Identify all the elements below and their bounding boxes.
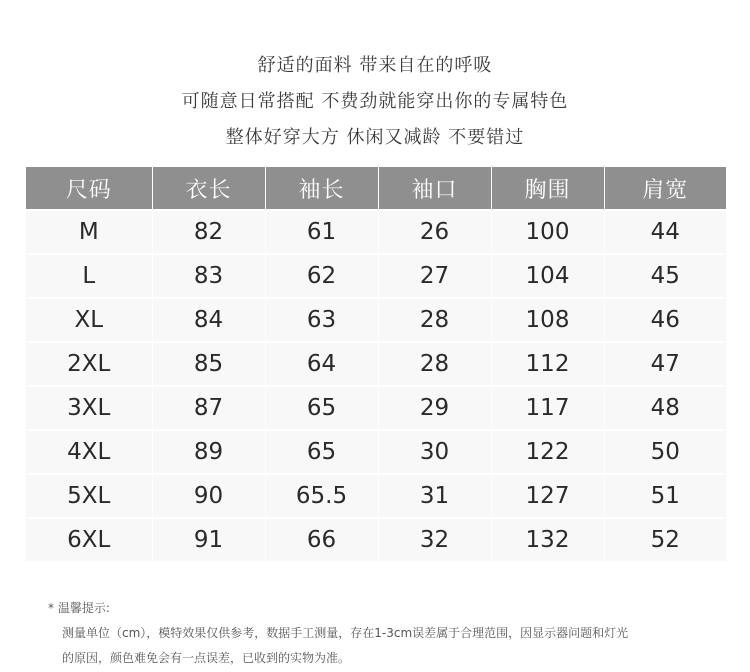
- table-cell: 65.5: [265, 474, 378, 518]
- table-cell: 104: [491, 254, 604, 298]
- table-row: [26, 254, 726, 298]
- table-row: [26, 430, 726, 474]
- table-cell: 64: [265, 342, 378, 386]
- table-cell: 112: [491, 342, 604, 386]
- table-cell: 85: [152, 342, 265, 386]
- table-cell: 83: [152, 254, 265, 298]
- table-cell: 91: [152, 518, 265, 561]
- intro-line-3: 整体好穿大方 休闲又减龄 不要错过: [225, 127, 525, 148]
- table-cell: 84: [152, 298, 265, 342]
- table-cell: 117: [491, 386, 604, 430]
- notes-line-1: 测量单位（cm），模特效果仅供参考，数据手工测量，存在1-3cm误差属于合理范围，因显示器问题和灯光: [62, 626, 629, 640]
- table-cell: 30: [378, 430, 491, 474]
- table-cell: 32: [378, 518, 491, 561]
- table-cell: 65: [265, 386, 378, 430]
- size-notes: [48, 596, 728, 671]
- table-cell: 51: [604, 474, 726, 518]
- table-cell: 90: [152, 474, 265, 518]
- table-cell: 47: [604, 342, 726, 386]
- header-sleeve-length: 袖长: [265, 167, 378, 210]
- table-cell: 62: [265, 254, 378, 298]
- table-cell: 2XL: [26, 342, 152, 386]
- table-cell: L: [26, 254, 152, 298]
- intro-line-2: 可随意日常搭配 不费劲就能穿出你的专属特色: [181, 91, 569, 112]
- table-cell: 45: [604, 254, 726, 298]
- table-cell: 50: [604, 430, 726, 474]
- table-cell: M: [26, 210, 152, 254]
- table-cell: 63: [265, 298, 378, 342]
- header-shoulder: 肩宽: [604, 167, 726, 210]
- table-cell: 26: [378, 210, 491, 254]
- notes-title: * 温馨提示:: [48, 601, 110, 615]
- table-cell: 44: [604, 210, 726, 254]
- table-header-row: [26, 167, 726, 210]
- table-cell: 100: [491, 210, 604, 254]
- table-cell: 6XL: [26, 518, 152, 561]
- header-chest: 胸围: [491, 167, 604, 210]
- table-row: [26, 210, 726, 254]
- table-body: [26, 210, 726, 561]
- table-row: [26, 298, 726, 342]
- table-cell: 3XL: [26, 386, 152, 430]
- table-cell: 28: [378, 342, 491, 386]
- table-cell: XL: [26, 298, 152, 342]
- header-cuff: 袖口: [378, 167, 491, 210]
- table-cell: 87: [152, 386, 265, 430]
- table-cell: 48: [604, 386, 726, 430]
- table-row: [26, 342, 726, 386]
- intro-line-1: 舒适的面料 带来自在的呼吸: [257, 55, 493, 76]
- table-cell: 4XL: [26, 430, 152, 474]
- intro-text: [0, 48, 750, 156]
- size-chart-table: [26, 167, 726, 561]
- table-cell: 61: [265, 210, 378, 254]
- table-cell: 122: [491, 430, 604, 474]
- table-cell: 127: [491, 474, 604, 518]
- table-cell: 5XL: [26, 474, 152, 518]
- header-length: 衣长: [152, 167, 265, 210]
- table-cell: 132: [491, 518, 604, 561]
- table-cell: 46: [604, 298, 726, 342]
- table-row: [26, 518, 726, 561]
- table-cell: 66: [265, 518, 378, 561]
- table-cell: 52: [604, 518, 726, 561]
- table-cell: 65: [265, 430, 378, 474]
- notes-line-2: 的原因，颜色难免会有一点误差，已收到的实物为准。: [62, 651, 351, 665]
- table-cell: 28: [378, 298, 491, 342]
- table-cell: 89: [152, 430, 265, 474]
- table-cell: 31: [378, 474, 491, 518]
- table-cell: 29: [378, 386, 491, 430]
- table-cell: 108: [491, 298, 604, 342]
- table-row: [26, 386, 726, 430]
- table-cell: 27: [378, 254, 491, 298]
- table-cell: 82: [152, 210, 265, 254]
- header-size: 尺码: [26, 167, 152, 210]
- table-row: [26, 474, 726, 518]
